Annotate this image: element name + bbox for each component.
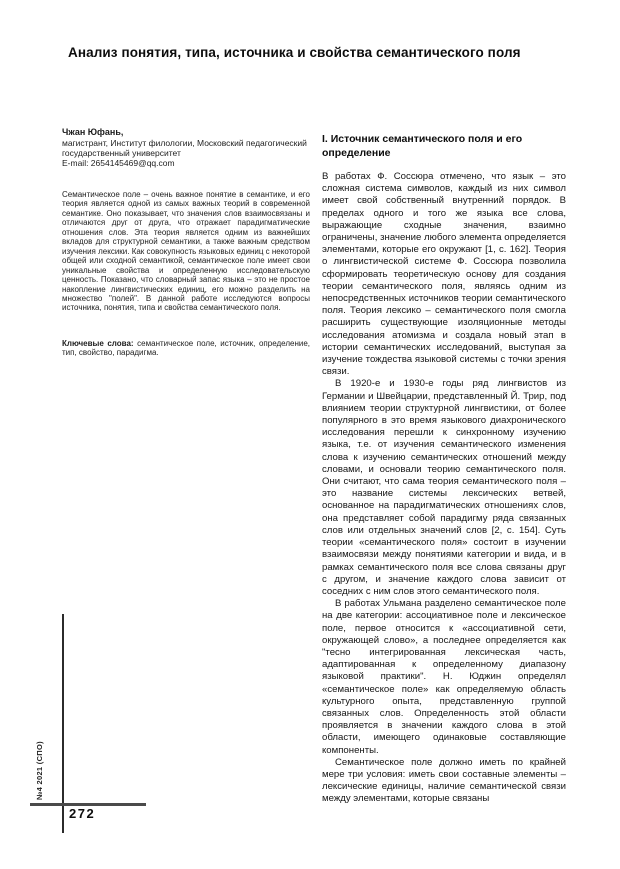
keywords-label: Ключевые слова: [62, 339, 134, 348]
author-affiliation: магистрант, Институт филологии, Московский педагогический государственный университет [62, 138, 307, 158]
section-heading: I. Источник семантического поля и его определение [322, 133, 523, 159]
author-name: Чжан Юфань, [62, 127, 124, 137]
abstract-text: Семантическое поле – очень важное понятие в семантике, и его теория является одной из самых важных теорий в современной семантике. Оно показывает, что значения слов взаимосвязаны и отличаются друг от друга, что отражает парадигматические отношения слов. Эта теория является одним из важнейших вкладов для структурной семантики, а также важным средством изучения лексики. Как совокупность языковых единиц с некоторой общей или сходной семантикой, семантическое поле имеет свои уникальные свойства и определенную исследовательскую ценность. Показано, что словарный запас языка – это не простое накопление лингвистических единиц, его можно разделить на множество "полей". В данной работе исследуются вопросы источника, понятия, типа и свойства семантического поля. [62, 190, 310, 313]
body-paragraph: В работах Ф. Соссюра отмечено, что язык – это сложная система символов, каждый из них символ имеет свой собственный внутренний порядок. В пределах одного и того же языка все слова, выражающие сходные значения, взаимно ограничены, значение любого элемента определяется элементами, которые его окружают [1, с. 162]. Теория о лингвистической системе Ф. Соссюра позволила сформировать теоретическую основу для создания теории семантического поля, являясь одним из непосредственных источников теории семантического поля. Теория лексико – семантического поля смогла расширить существующие изоляционные методы исследования атомизма и создала новый этап в истории семантических исследований, выступая за изучение тождества языковой системы с точки зрения связи. [322, 171, 566, 378]
page-number: 272 [69, 806, 96, 821]
journal-issue-label: №4 2021 (СПО) [35, 741, 44, 800]
body-paragraph: В 1920-е и 1930-е годы ряд лингвистов из Германии и Швейцарии, представленный Й. Трир, под влиянием теории структурной лингвистики, от более популярного в это время языкового диахронического исследования перешли к синхронному изучению языка, т.е. от изучения семантического изменения слова к изучению семантических отношений между словами, и основали теорию семантического поля. Они считают, что сама теория семантического поля – это название системы лексических ветвей, основанное на парадигматических отношениях слов, она представляет собой парадигму ряда связанных слов или отдельных значений слов [2, с. 154]. Суть теории «семантического поля» состоит в изучении взаимосвязи между понятиями категории и вида, и в рамках семантического поля все слова связаны друг с другом, и значение каждого слова зависит от соседних с ним слов этого семантического поля. [322, 378, 566, 597]
author-email: E-mail: 2654145469@qq.com [62, 158, 175, 168]
body-paragraph: Семантическое поле должно иметь по крайней мере три условия: иметь свои составные элементы – лексические единицы, наличие семантической связи между элементами, которые связаны [322, 756, 566, 805]
author-block [62, 127, 314, 168]
keywords-text: семантическое поле, источник, определение, тип, свойство, парадигма. [62, 339, 310, 358]
keywords-block [62, 339, 310, 358]
main-column [322, 133, 566, 806]
article-title: Анализ понятия, типа, источника и свойства семантического поля [68, 45, 521, 60]
margin-vertical-rule [62, 614, 64, 833]
body-paragraph: В работах Ульмана разделено семантическое поле на две категории: ассоциативное поле и лексическое поле, первое относится к «ассоциативной сети, окружающей слово», а последнее определяется как "тесно интегрированная лексическая часть, адаптированная к определенному диапазону языковой практики". Н. Юджин определял «семантическое поле» как определяемую область культурного опыта, представленную группой связанных слов. Определенность этой области проявляется в значении каждого слова в этой области, имеющего одинаковые составляющие компоненты. [322, 598, 566, 756]
